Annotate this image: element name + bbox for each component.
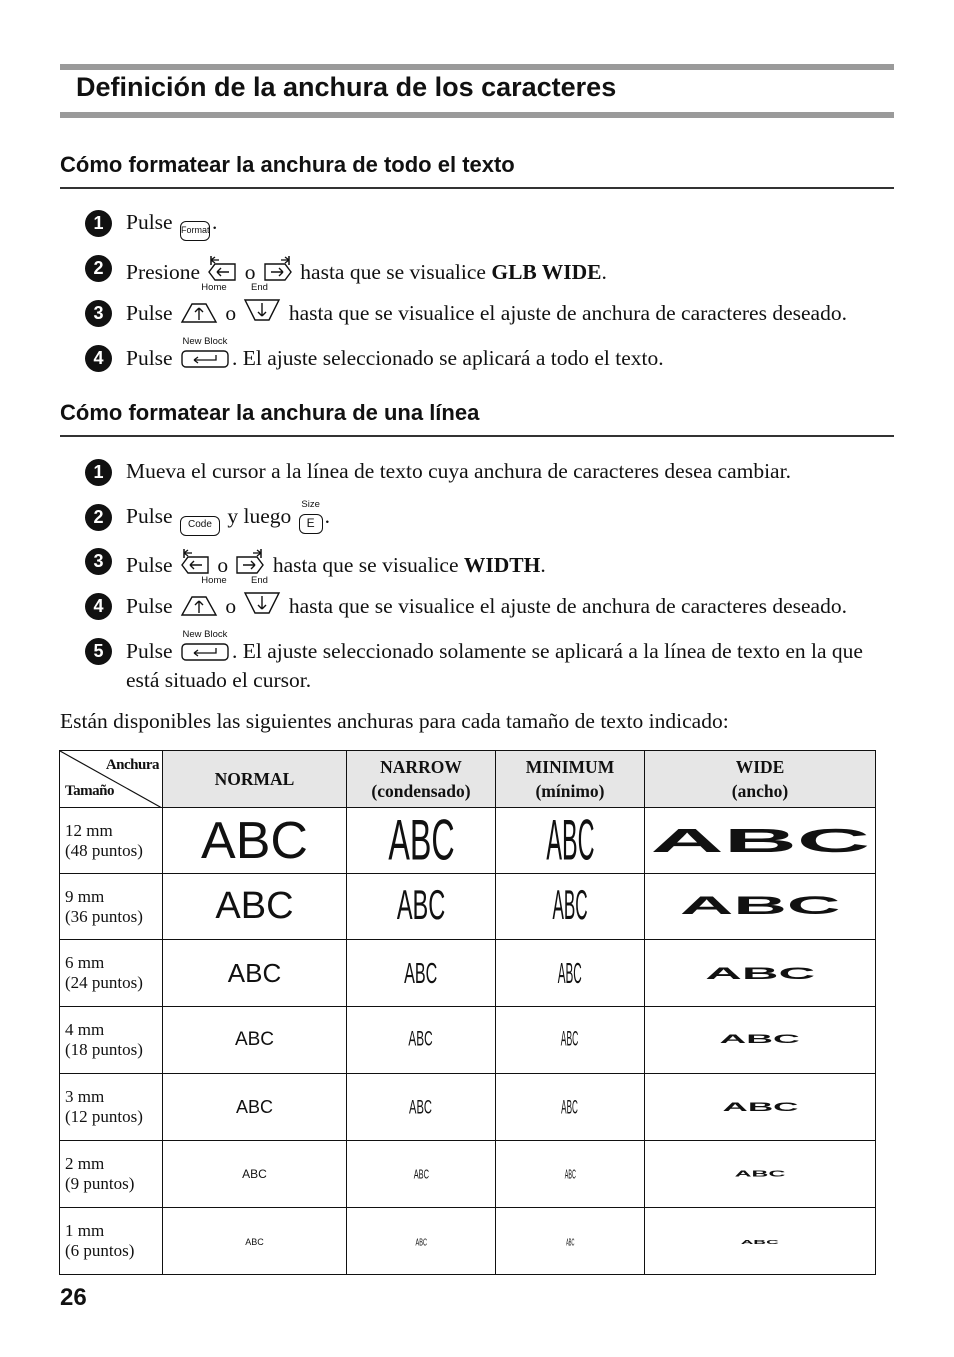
sample-cell <box>645 1141 876 1208</box>
table-row <box>60 1074 876 1141</box>
sample-cell <box>645 1208 876 1275</box>
sample-cell <box>496 1007 645 1074</box>
cursor-left-key-icon <box>207 253 237 283</box>
sample-abc: ABC <box>234 1029 275 1050</box>
width-table <box>59 750 876 1275</box>
sample-abc: ABC <box>242 1167 267 1181</box>
sample-abc: ABC <box>552 882 588 930</box>
sample-cell <box>645 874 876 940</box>
sample-cell <box>163 1074 347 1141</box>
step-number: 5 <box>85 638 112 665</box>
sample-abc: ABC <box>245 1237 264 1247</box>
size-label: 12 mm <box>65 820 113 840</box>
size-cell <box>60 1074 163 1141</box>
sample-cell <box>347 808 496 874</box>
enter-new-block-key-icon: New Block <box>180 343 230 369</box>
sample-abc: ABC <box>404 955 438 989</box>
sample-abc: ABC <box>740 1238 780 1246</box>
sample-abc: ABC <box>235 1096 273 1117</box>
sample-cell <box>163 808 347 874</box>
title-bar-bottom <box>60 112 894 118</box>
sample-cell <box>496 1074 645 1141</box>
step-number: 3 <box>85 548 112 575</box>
sample-abc: ABC <box>415 1236 427 1248</box>
size-cell <box>60 940 163 1007</box>
sample-cell <box>163 1208 347 1275</box>
sample-cell <box>496 940 645 1007</box>
section1-heading: Cómo formatear la anchura de todo el texto <box>60 152 515 177</box>
cursor-down-end-key-icon: End <box>243 298 281 324</box>
size-label: 6 mm <box>65 953 105 972</box>
cursor-up-home-key-icon: Home <box>180 298 218 324</box>
sample-cell <box>645 808 876 874</box>
sample-cell <box>347 874 496 940</box>
size-label: 1 mm <box>65 1221 105 1240</box>
sample-cell <box>347 1074 496 1141</box>
sample-cell <box>496 874 645 940</box>
table-row <box>60 1007 876 1074</box>
table-intro: Están disponibles las siguientes anchuras para cada tamaño de texto indicado: <box>60 709 729 733</box>
size-cell <box>60 808 163 874</box>
step-number: 2 <box>85 504 112 531</box>
table-row <box>60 1141 876 1208</box>
sample-cell <box>163 1007 347 1074</box>
sample-cell <box>645 1074 876 1141</box>
sample-abc: ABC <box>705 962 815 983</box>
points-label: (18 puntos) <box>65 1040 143 1059</box>
sample-cell <box>347 1007 496 1074</box>
size-label: 4 mm <box>65 1020 105 1039</box>
sample-abc: ABC <box>564 1166 576 1182</box>
step-number: 2 <box>85 255 112 282</box>
sample-cell <box>163 874 347 940</box>
sample-abc: ABC <box>387 808 455 873</box>
sample-cell <box>645 940 876 1007</box>
step-number: 4 <box>85 593 112 620</box>
sample-cell <box>496 808 645 874</box>
sample-cell <box>347 1208 496 1275</box>
step-number: 3 <box>85 300 112 327</box>
points-label: (12 puntos) <box>65 1107 143 1126</box>
cursor-left-key-icon <box>180 546 210 576</box>
sample-abc: ABC <box>413 1166 429 1182</box>
section1-rule <box>60 187 894 189</box>
section2-rule <box>60 435 894 437</box>
table-row <box>60 808 876 874</box>
cursor-right-key-icon <box>263 253 293 283</box>
title-bar-top <box>60 64 894 70</box>
sample-cell <box>347 940 496 1007</box>
format-key-icon: Format <box>180 221 210 241</box>
size-cell <box>60 1208 163 1275</box>
sample-abc: ABC <box>719 1032 801 1047</box>
sample-abc: ABC <box>201 811 308 870</box>
sample-cell <box>347 1141 496 1208</box>
enter-new-block-key-icon: New Block <box>180 636 230 662</box>
cursor-down-end-key-icon: End <box>243 591 281 617</box>
cursor-right-key-icon <box>235 546 265 576</box>
points-label: (9 puntos) <box>65 1174 135 1193</box>
sample-abc: ABC <box>561 1027 579 1051</box>
col-narrow: NARROW (condensado) <box>347 751 496 808</box>
size-label: 2 mm <box>65 1154 105 1173</box>
step-number: 4 <box>85 345 112 372</box>
table-row <box>60 940 876 1007</box>
cursor-up-home-key-icon: Home <box>180 591 218 617</box>
size-label: 3 mm <box>65 1087 105 1106</box>
sample-abc: ABC <box>561 1095 579 1118</box>
size-label: 9 mm <box>65 886 105 906</box>
table-row <box>60 1208 876 1275</box>
points-label: (36 puntos) <box>65 906 143 926</box>
size-cell <box>60 1007 163 1074</box>
sample-abc: ABC <box>227 957 282 988</box>
size-cell <box>60 874 163 940</box>
sample-cell <box>163 940 347 1007</box>
table-row <box>60 874 876 940</box>
sample-abc: ABC <box>396 882 446 930</box>
sample-abc: ABC <box>215 885 294 927</box>
sample-abc: ABC <box>545 808 595 873</box>
points-label: (48 puntos) <box>65 840 143 860</box>
sample-cell <box>496 1141 645 1208</box>
sample-abc: ABC <box>565 1236 575 1248</box>
sample-cell <box>496 1208 645 1275</box>
page-title: Definición de la anchura de los caracteres <box>76 72 617 102</box>
sample-abc: ABC <box>409 1095 433 1118</box>
sample-abc: ABC <box>408 1027 434 1051</box>
sample-cell <box>645 1007 876 1074</box>
step-number: 1 <box>85 210 112 237</box>
col-minimum: MINIMUM (mínimo) <box>496 751 645 808</box>
page-number: 26 <box>60 1284 87 1311</box>
sample-abc: ABC <box>557 955 583 989</box>
points-label: (6 puntos) <box>65 1241 135 1260</box>
step-number: 1 <box>85 459 112 486</box>
section2-heading: Cómo formatear la anchura de una línea <box>60 400 480 425</box>
corner-header: Anchura Tamaño <box>60 751 163 808</box>
sample-cell <box>163 1141 347 1208</box>
sample-abc: ABC <box>679 892 841 920</box>
col-normal: NORMAL <box>163 751 347 808</box>
points-label: (24 puntos) <box>65 973 143 992</box>
sample-abc: ABC <box>650 821 870 860</box>
e-size-key-icon: Size E <box>299 514 323 534</box>
code-key-icon: Code <box>180 516 220 536</box>
size-cell <box>60 1141 163 1208</box>
sample-abc: ABC <box>734 1169 786 1179</box>
col-wide: WIDE (ancho) <box>645 751 876 808</box>
sample-abc: ABC <box>721 1100 799 1114</box>
